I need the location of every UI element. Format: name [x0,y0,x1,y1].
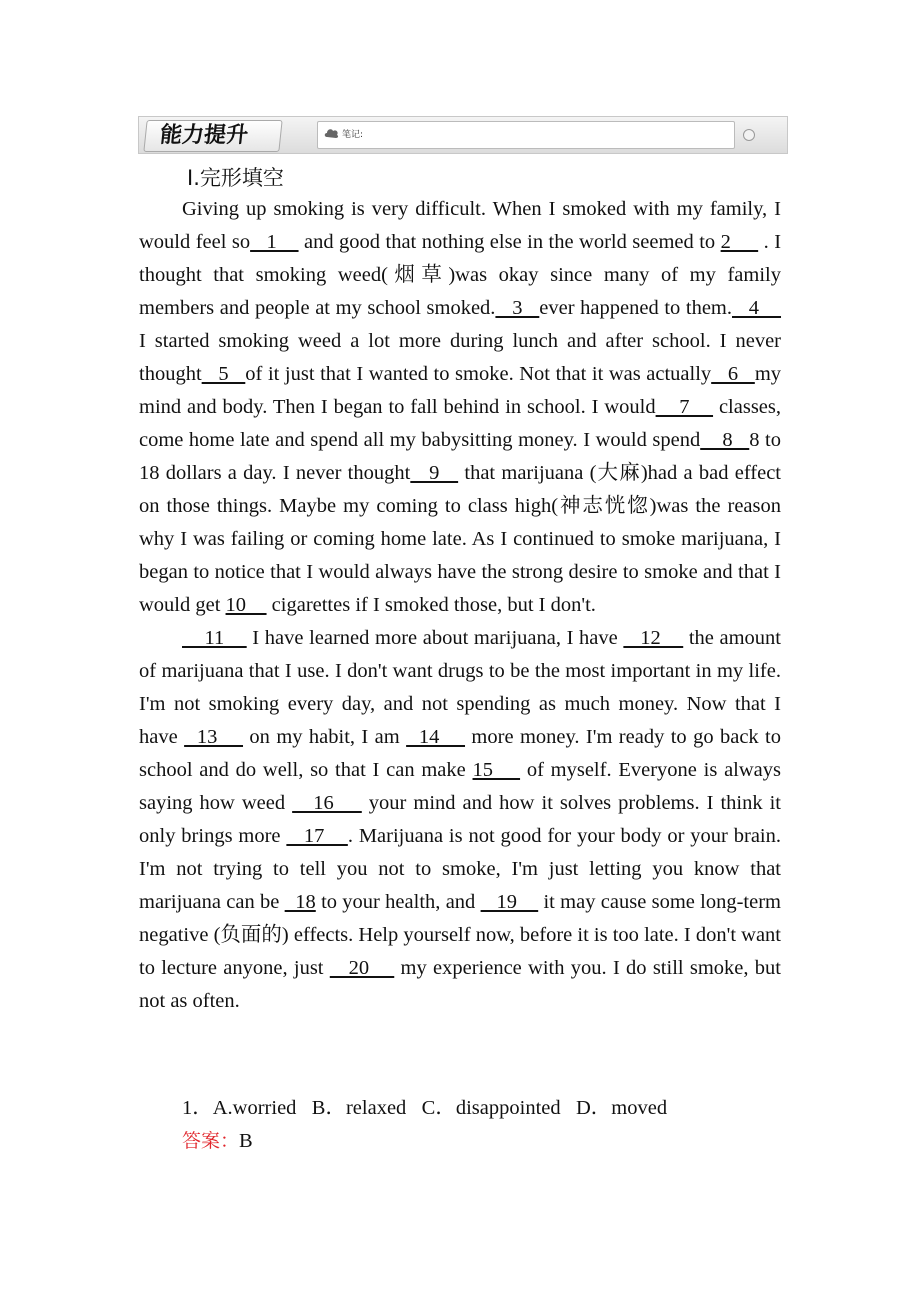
cloud-icon [324,126,340,140]
passage-text: . I thought that smoking weed(烟草)was okay since many of my family members and people at my school smoked. [139,231,782,319]
cloze-blank[interactable]: 11 [182,627,247,649]
cloze-blank[interactable]: 3 [495,297,540,319]
section-header-bar [138,116,788,154]
passage-text: that marijuana (大麻)had a bad effect on those things. Maybe my coming to class high(神志恍惚)was the reason why I was failing or coming home late. As I continued to smoke marijuana, I began to notice that I would always have the strong desire to smoke and that I would get [139,462,781,616]
cloze-blank[interactable]: 5 [201,363,246,385]
cloze-blank[interactable]: 8 [700,429,750,451]
notes-box[interactable] [317,121,735,149]
cloze-blank[interactable]: 14 [406,726,466,748]
answer-value: B [239,1130,253,1152]
passage-text: it may cause some long-term negative (负面的) effects. Help yourself now, before it is too late. I don't want to lecture anyone, just [139,891,782,979]
passage-text: to your health, and [315,891,481,913]
section-tab: 能力提升 [143,120,282,152]
cloze-passage [139,193,781,1018]
cloze-blank[interactable]: 20 [329,957,395,979]
cloze-blank[interactable]: 17 [286,825,348,847]
cloze-blank[interactable]: 12 [623,627,684,649]
passage-text: of myself. Everyone is always saying how weed [139,759,781,814]
cloze-blank[interactable]: 10 [225,594,267,616]
passage-text: my mind and body. Then I began to fall behind in school. I would [139,363,782,418]
cloze-blank[interactable]: 9 [410,462,459,484]
passage-text: on my habit, I am [243,726,407,748]
passage-text: 8 to 18 dollars a day. I never thought [139,429,781,484]
cloze-blank[interactable]: 13 [184,726,244,748]
passage-text: of it just that I wanted to smoke. Not that it was actually [245,363,712,385]
passage-text: your mind and how it solves problems. I think it only brings more [139,792,782,847]
passage-text: I have learned more about marijuana, I have [246,627,624,649]
cloze-blank[interactable]: 18 [284,891,316,913]
cloze-blank[interactable]: 6 [711,363,755,385]
question-1: 1．A.worried B．relaxed C．disappointed D．moved [182,1097,668,1119]
passage-text: my experience with you. I do still smoke, but not as often. [139,957,781,1012]
passage-text: cigarettes if I smoked those, but I don't. [266,594,596,616]
passage-paragraph-2 [139,622,781,1018]
passage-text: Giving up smoking is very difficult. When I smoked with my family, I would feel so [139,198,781,253]
cloze-blank[interactable]: 7 [655,396,714,418]
cloze-blank[interactable]: 2 [720,231,759,253]
circle-icon [743,129,755,141]
notes-label: 笔记: [342,130,364,140]
cloze-blank[interactable]: 1 [250,231,299,253]
passage-text: I started smoking weed a lot more during lunch and after school. I never thought [139,330,781,385]
passage-text: ever happened to them. [539,297,732,319]
answer-line [182,1126,253,1153]
cloze-blank[interactable]: 16 [292,792,362,814]
passage-text: the amount of marijuana that I use. I don't want drugs to be the most important in my life. I'm not smoking every day, and not spending as much money. Now that I have [139,627,781,748]
cloze-blank[interactable]: 4 [732,297,782,319]
answer-label: 答案： [182,1130,240,1152]
cloze-blank[interactable]: 15 [472,759,521,781]
passage-text: and good that nothing else in the world seemed to [298,231,721,253]
cloze-blank[interactable]: 19 [480,891,539,913]
passage-paragraph-1 [139,193,781,622]
passage-text: classes, come home late and spend all my babysitting money. I would spend [139,396,781,451]
passage-text: more money. I'm ready to go back to school and do well, so that I can make [139,726,782,781]
passage-text: . Marijuana is not good for your body or your brain. I'm not trying to tell you not to smoke, I'm just letting you know that marijuana can be [139,825,781,913]
section-title: Ⅰ.完形填空 [187,166,284,190]
